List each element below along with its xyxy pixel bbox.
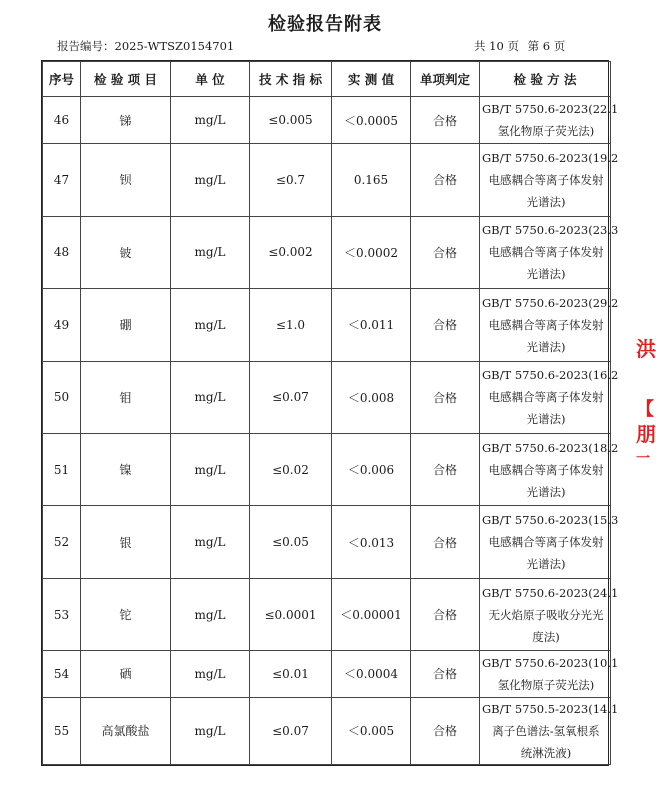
page-title: 检验报告附表	[268, 14, 382, 35]
method-line: 度法)	[532, 629, 560, 644]
cell-item: 铍	[81, 216, 171, 288]
page-current: 第 6 页	[527, 39, 566, 53]
seal-fragment: 【	[636, 399, 654, 420]
method-line: GB/T 5750.5-2023(14.1	[482, 701, 619, 716]
header-method: 检 验 方 法	[480, 62, 611, 97]
cell-item: 硼	[81, 289, 171, 361]
cell-judgement: 合格	[411, 578, 480, 650]
cell-limit: ≤0.0001	[250, 578, 332, 650]
table-row	[43, 578, 611, 650]
cell-no: 47	[43, 144, 81, 216]
table-row	[43, 651, 611, 697]
cell-item: 锑	[81, 97, 171, 144]
method-line: 光谱法)	[526, 267, 566, 282]
header-item: 检 验 项 目	[81, 62, 171, 97]
table-row	[43, 144, 611, 216]
method-line: 光谱法)	[526, 484, 566, 499]
cell-no: 46	[43, 97, 81, 144]
table-row	[43, 506, 611, 578]
page-total: 共 10 页	[474, 39, 519, 53]
cell-limit: ≤0.07	[250, 361, 332, 433]
cell-judgement: 合格	[411, 506, 480, 578]
cell-limit: ≤0.02	[250, 433, 332, 505]
method-line: 电感耦合等离子体发射	[488, 535, 604, 550]
table-header-row	[43, 62, 611, 97]
header-no: 序号	[43, 62, 81, 97]
cell-unit: mg/L	[171, 506, 250, 578]
cell-value: ＜0.0002	[332, 216, 411, 288]
header-limit: 技 术 指 标	[250, 62, 332, 97]
method-line: 光谱法)	[526, 557, 566, 572]
cell-method	[480, 697, 619, 765]
cell-method	[480, 361, 619, 433]
cell-value: ＜0.005	[332, 697, 411, 765]
cell-method	[480, 144, 619, 216]
cell-unit: mg/L	[171, 697, 250, 765]
method-line: GB/T 5750.6-2023(23.3	[482, 223, 619, 238]
cell-no: 50	[43, 361, 81, 433]
cell-limit: ≤0.002	[250, 216, 332, 288]
seal-fragment: 朋	[636, 422, 656, 446]
cell-unit: mg/L	[171, 433, 250, 505]
cell-limit: ≤0.05	[250, 506, 332, 578]
cell-item: 铊	[81, 578, 171, 650]
cell-limit: ≤1.0	[250, 289, 332, 361]
cell-judgement: 合格	[411, 289, 480, 361]
cell-value: 0.165	[332, 144, 411, 216]
cell-no: 52	[43, 506, 81, 578]
method-line: GB/T 5750.6-2023(10.1	[482, 655, 619, 670]
header-judgement: 单项判定	[411, 62, 480, 97]
cell-judgement: 合格	[411, 144, 480, 216]
page-indicator	[474, 38, 570, 54]
method-line: GB/T 5750.6-2023(18.2	[482, 440, 619, 455]
method-line: 电感耦合等离子体发射	[488, 245, 604, 260]
cell-unit: mg/L	[171, 578, 250, 650]
method-line: 电感耦合等离子体发射	[488, 462, 604, 477]
cell-unit: mg/L	[171, 97, 250, 144]
cell-no: 48	[43, 216, 81, 288]
cell-method	[480, 216, 619, 288]
cell-item: 硒	[81, 651, 171, 697]
method-line: 光谱法)	[526, 412, 566, 427]
method-line: 离子色谱法-氢氧根系	[492, 723, 600, 738]
header-unit: 单 位	[171, 62, 250, 97]
cell-value: ＜0.011	[332, 289, 411, 361]
cell-item: 镍	[81, 433, 171, 505]
cell-method	[480, 578, 619, 650]
table-row	[43, 97, 611, 144]
cell-item: 银	[81, 506, 171, 578]
cell-unit: mg/L	[171, 651, 250, 697]
table-row	[43, 433, 611, 505]
cell-method	[480, 506, 619, 578]
cell-method	[480, 97, 619, 144]
cell-method	[480, 289, 619, 361]
cell-value: ＜0.00001	[332, 578, 411, 650]
cell-no: 49	[43, 289, 81, 361]
cell-limit: ≤0.7	[250, 144, 332, 216]
cell-value: ＜0.0005	[332, 97, 411, 144]
cell-judgement: 合格	[411, 216, 480, 288]
method-line: GB/T 5750.6-2023(19.2	[482, 150, 619, 165]
cell-judgement: 合格	[411, 697, 480, 765]
method-line: GB/T 5750.6-2023(22.1	[482, 102, 619, 117]
method-line: 光谱法)	[526, 339, 566, 354]
table-row	[43, 697, 611, 765]
method-line: 无火焰原子吸收分光光	[488, 607, 604, 622]
cell-method	[480, 651, 619, 697]
cell-no: 51	[43, 433, 81, 505]
table-row	[43, 216, 611, 288]
method-line: GB/T 5750.6-2023(16.2	[482, 368, 619, 383]
method-line: 统淋洗液)	[520, 745, 572, 760]
cell-value: ＜0.013	[332, 506, 411, 578]
method-line: GB/T 5750.6-2023(24.1	[482, 585, 619, 600]
results-table	[42, 61, 619, 765]
method-line: GB/T 5750.6-2023(29.2	[482, 295, 619, 310]
cell-value: ＜0.0004	[332, 651, 411, 697]
cell-no: 54	[43, 651, 81, 697]
method-line: 电感耦合等离子体发射	[488, 172, 604, 187]
cell-unit: mg/L	[171, 289, 250, 361]
cell-unit: mg/L	[171, 216, 250, 288]
cell-item: 高氯酸盐	[81, 697, 171, 765]
cell-judgement: 合格	[411, 433, 480, 505]
method-line: 氢化物原子荧光法)	[497, 124, 595, 139]
cell-limit: ≤0.005	[250, 97, 332, 144]
cell-unit: mg/L	[171, 361, 250, 433]
seal-fragment: 洪	[636, 337, 656, 361]
table-row	[43, 289, 611, 361]
cell-no: 53	[43, 578, 81, 650]
method-line: 光谱法)	[526, 194, 566, 209]
cell-value: ＜0.008	[332, 361, 411, 433]
cell-unit: mg/L	[171, 144, 250, 216]
cell-no: 55	[43, 697, 81, 765]
cell-limit: ≤0.07	[250, 697, 332, 765]
cell-limit: ≤0.01	[250, 651, 332, 697]
seal-fragment: 一	[636, 451, 650, 467]
cell-judgement: 合格	[411, 361, 480, 433]
table-row	[43, 361, 611, 433]
cell-method	[480, 433, 619, 505]
report-number: 报告编号：2025-WTSZ0154701	[57, 39, 235, 53]
cell-judgement: 合格	[411, 97, 480, 144]
header-value: 实 测 值	[332, 62, 411, 97]
results-table-frame	[41, 60, 619, 766]
cell-item: 钡	[81, 144, 171, 216]
cell-item: 钼	[81, 361, 171, 433]
cell-value: ＜0.006	[332, 433, 411, 505]
method-line: 氢化物原子荧光法)	[497, 677, 595, 692]
method-line: 电感耦合等离子体发射	[488, 317, 604, 332]
method-line: 电感耦合等离子体发射	[488, 390, 604, 405]
cell-judgement: 合格	[411, 651, 480, 697]
method-line: GB/T 5750.6-2023(15.3	[482, 513, 619, 528]
